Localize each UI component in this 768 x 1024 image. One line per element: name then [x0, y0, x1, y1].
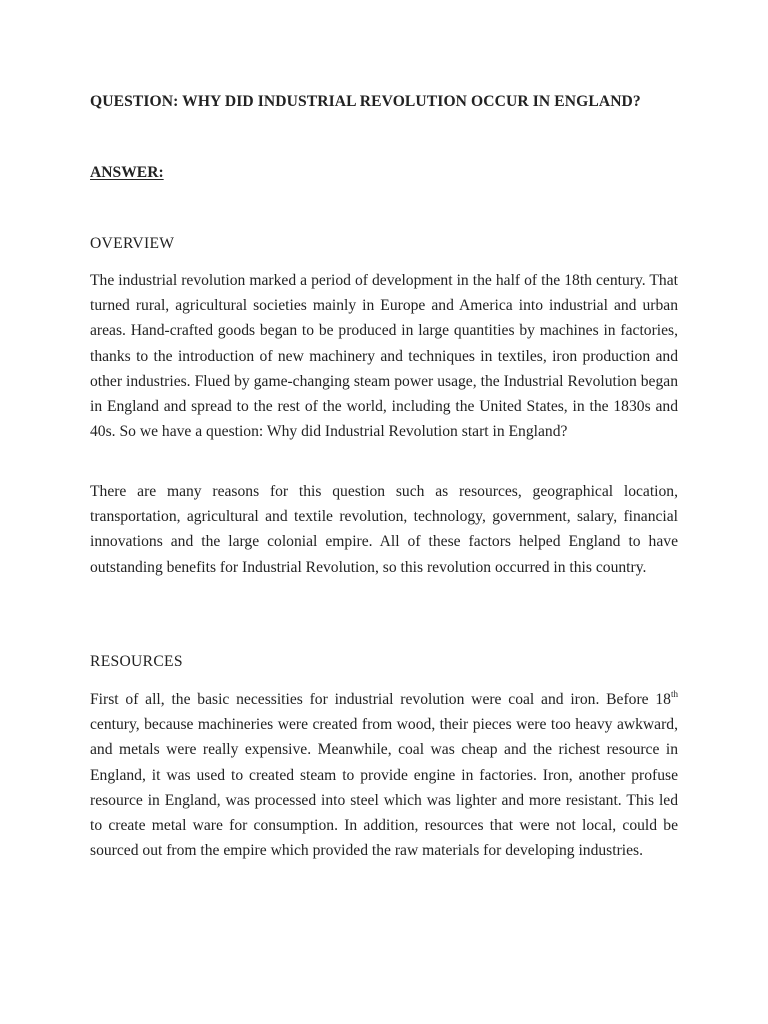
answer-label: ANSWER:: [90, 164, 164, 181]
resources-paragraph: [90, 687, 678, 863]
resources-paragraph-start: First of all, the basic necessities for industrial revolution were coal and iron. Before 18: [90, 691, 671, 708]
resources-heading: RESOURCES: [90, 653, 183, 670]
overview-paragraph-1: The industrial revolution marked a period of development in the half of the 18th century. That turned rural, agricultural societies mainly in Europe and America into industrial and urban areas. Hand-crafted goods began to be produced in large quantities by machines in factories, thanks to the introduction of new machinery and techniques in textiles, iron production and other industries. Flued by game-changing steam power usage, the Industrial Revolution began in England and spread to the rest of the world, including the United States, in the 1830s and 40s. So we have a question: Why did Industrial Revolution start in England?: [90, 272, 678, 441]
overview-heading: OVERVIEW: [90, 235, 175, 252]
resources-paragraph-rest: century, because machineries were created from wood, their pieces were too heavy awkward, and metals were really expensive. Meanwhile, coal was cheap and the richest resource in England, it was used to created steam to provide engine in factories. Iron, another profuse resource in England, was processed into steel which was lighter and more resistant. This led to create metal ware for consumption. In addition, resources that were not local, could be sourced out from the empire which provided the raw materials for developing industries.: [90, 716, 678, 860]
ordinal-superscript: th: [670, 689, 678, 699]
question-heading: QUESTION: WHY DID INDUSTRIAL REVOLUTION OCCUR IN ENGLAND?: [90, 93, 641, 110]
overview-paragraph-2: There are many reasons for this question such as resources, geographical location, transportation, agricultural and textile revolution, technology, government, salary, financial innovations and the large colonial empire. All of these factors helped England to have outstanding benefits for Industrial Revolution, so this revolution occurred in this country.: [90, 483, 678, 576]
